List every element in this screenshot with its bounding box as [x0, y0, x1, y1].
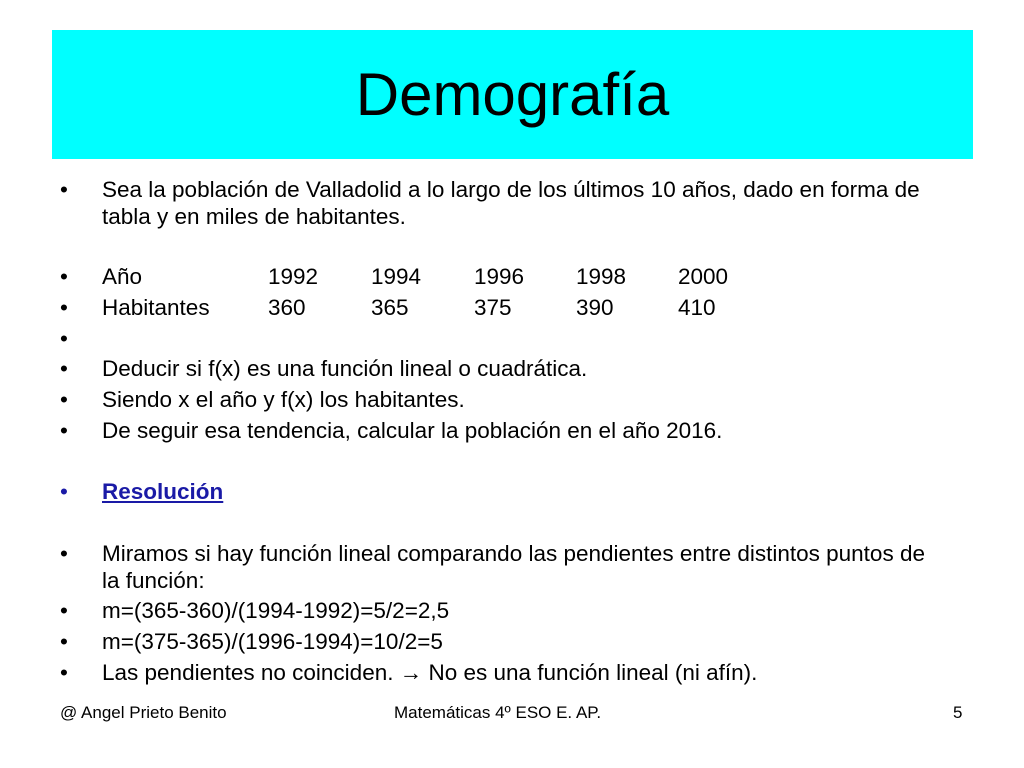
bullet-marker: •	[60, 264, 68, 289]
bullet-marker: •	[60, 660, 68, 685]
slope-formula-2: m=(375-365)/(1996-1994)=10/2=5	[102, 629, 443, 654]
bullet-marker: •	[60, 295, 68, 320]
intro-text: Sea la población de Valladolid a lo largo de los últimos 10 años, dado en forma de tabla y en miles de habitantes.	[102, 177, 920, 229]
resolution-text: Miramos si hay función lineal comparando las pendientes entre distintos puntos de la función:	[102, 541, 925, 593]
question-text: De seguir esa tendencia, calcular la población en el año 2016.	[102, 418, 723, 443]
slope-formula-1: m=(365-360)/(1994-1992)=5/2=2,5	[102, 598, 450, 623]
bullet-marker: •	[60, 418, 68, 443]
population-cell: 410	[678, 295, 716, 320]
year-label: Año	[102, 264, 143, 289]
resolution-link[interactable]: Resolución	[102, 479, 224, 504]
bullet-marker: •	[60, 177, 68, 202]
bullet-marker: •	[60, 326, 68, 351]
year-cell: 1994	[371, 264, 422, 289]
slide-title: Demografía	[355, 60, 670, 128]
bullet-marker: •	[60, 541, 68, 566]
bullet-marker: •	[60, 387, 68, 412]
population-cell: 360	[268, 295, 306, 320]
bullet-marker: •	[60, 479, 68, 504]
conclusion-text: Las pendientes no coinciden. → No es una función lineal (ni afín).	[102, 660, 758, 685]
footer-page-number: 5	[953, 703, 963, 722]
year-cell: 1996	[474, 264, 525, 289]
footer-author: @ Angel Prieto Benito	[60, 703, 227, 722]
population-cell: 365	[371, 295, 409, 320]
population-label: Habitantes	[102, 295, 210, 320]
bullet-marker: •	[60, 629, 68, 654]
year-cell: 1998	[576, 264, 627, 289]
footer-course: Matemáticas 4º ESO E. AP.	[394, 703, 602, 722]
bullet-marker: •	[60, 356, 68, 381]
year-cell: 2000	[678, 264, 729, 289]
population-cell: 390	[576, 295, 614, 320]
population-cell: 375	[474, 295, 512, 320]
question-text: Siendo x el año y f(x) los habitantes.	[102, 387, 465, 412]
year-cell: 1992	[268, 264, 319, 289]
question-text: Deducir si f(x) es una función lineal o cuadrática.	[102, 356, 588, 381]
bullet-marker: •	[60, 598, 68, 623]
